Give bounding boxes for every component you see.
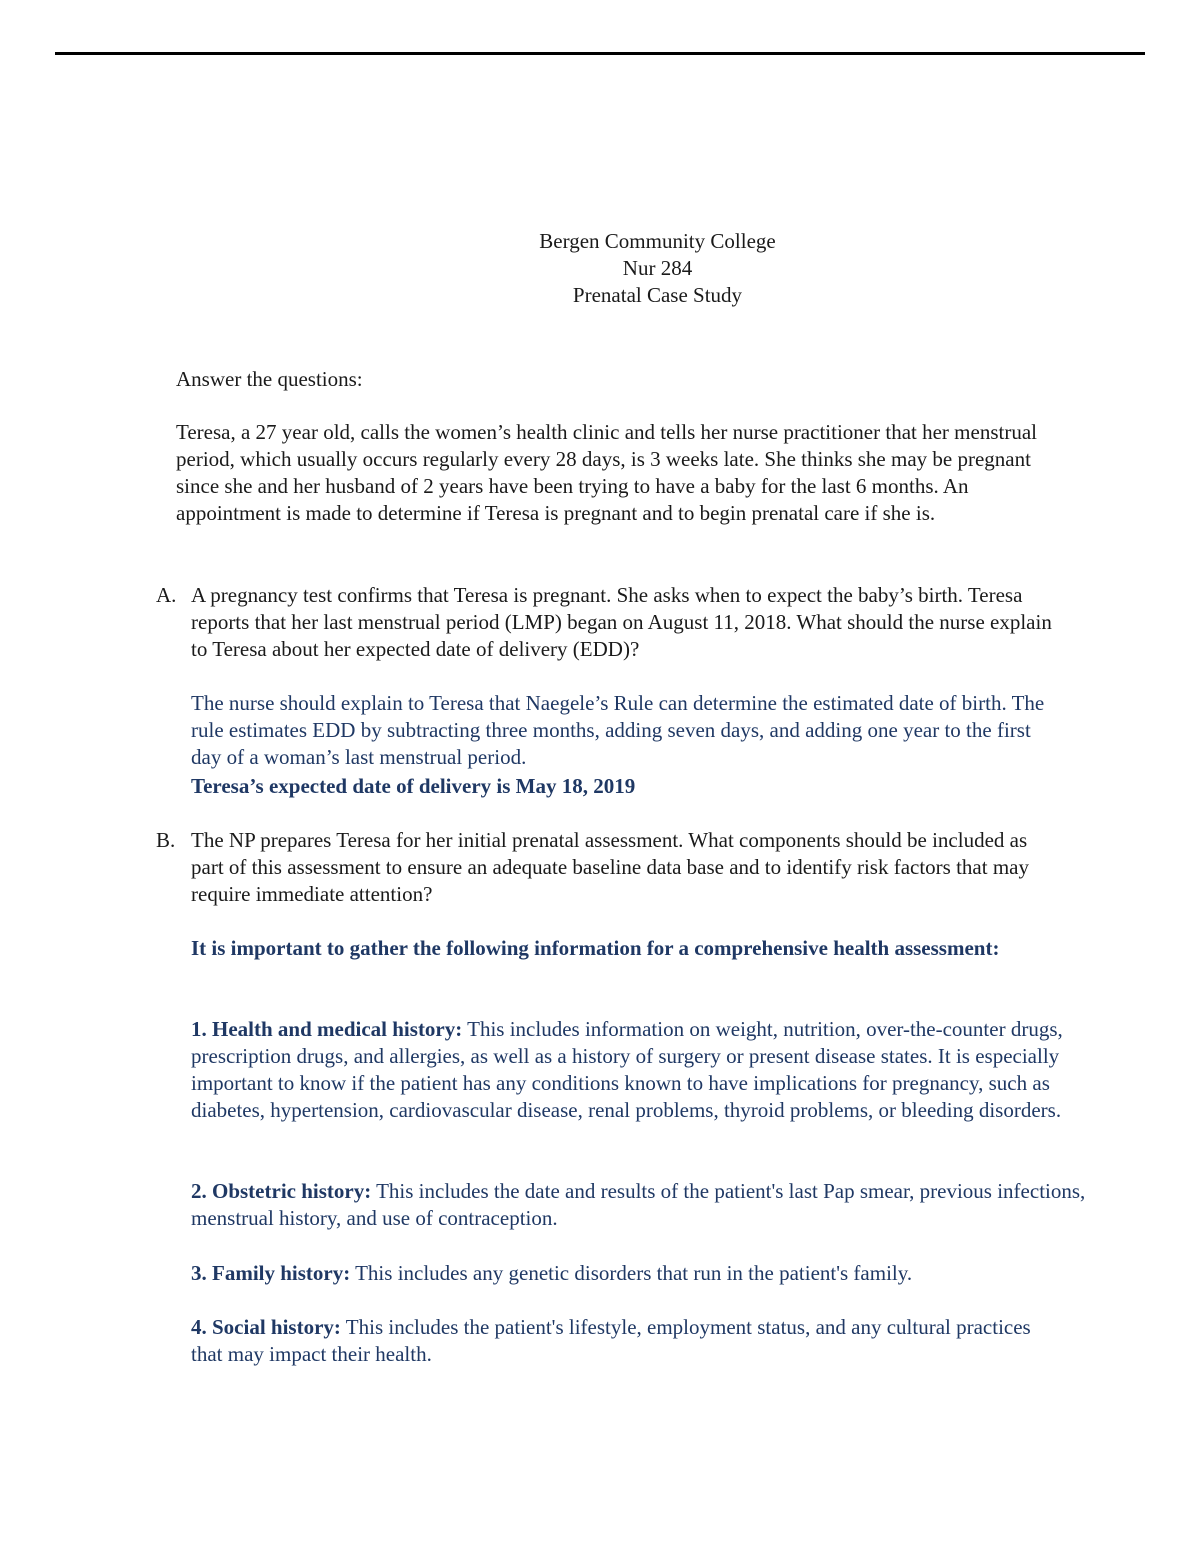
history-item-lead: 4. Social history: <box>191 1315 341 1339</box>
history-item-social <box>191 1314 1061 1368</box>
question-b-answer-intro: It is important to gather the following information for a comprehensive health assessment: <box>191 936 1000 960</box>
question-b-text: The NP prepares Teresa for her initial prenatal assessment. What components should be included as part of this assessment to ensure an adequate baseline data base and to identify risk factors that may require immediate attention? <box>191 828 1029 906</box>
history-item-body: This includes the patient's lifestyle, employment status, and any cultural practices that may impact their health. <box>191 1315 1031 1366</box>
history-item-body: This includes the date and results of the patient's last Pap smear, previous infections, menstrual history, and use of contraception. <box>191 1179 1086 1230</box>
question-a-edd-result: Teresa’s expected date of delivery is May 18, 2019 <box>191 774 636 798</box>
history-item-obstetric <box>191 1178 1101 1232</box>
instruction-text: Answer the questions: <box>176 367 363 391</box>
document-title: Prenatal Case Study <box>572 283 743 307</box>
history-item-family <box>191 1260 1096 1287</box>
course-code: Nur 284 <box>622 256 693 280</box>
document-header <box>0 228 1200 309</box>
question-a-answer: The nurse should explain to Teresa that Naegele’s Rule can determine the estimated date of birth. The rule estimates EDD by subtracting three months, adding seven days, and adding one year to the first day of a woman’s last menstrual period. <box>191 691 1045 769</box>
history-item-lead: 1. Health and medical history: <box>191 1017 463 1041</box>
top-rule <box>55 52 1145 55</box>
question-b-letter: B. <box>156 828 176 852</box>
history-item-lead: 2. Obstetric history: <box>191 1179 372 1203</box>
case-scenario: Teresa, a 27 year old, calls the women’s health clinic and tells her nurse practitioner that her menstrual period, which usually occurs regularly every 28 days, is 3 weeks late. She thinks she may be pregnant since she and her husband of 2 years have been trying to have a baby for the last 6 months. An appointment is made to determine if Teresa is pregnant and to begin prenatal care if she is. <box>176 420 1037 525</box>
history-item-body: This includes any genetic disorders that run in the patient's family. <box>350 1261 913 1285</box>
question-a-letter: A. <box>156 583 177 607</box>
history-item-health <box>191 1016 1096 1124</box>
history-item-body: This includes information on weight, nutrition, over-the-counter drugs, prescription drugs, and allergies, as well as a history of surgery or present disease states. It is especially important to know if the patient has any conditions known to have implications for pregnancy, such as diabetes, hypertension, cardiovascular disease, renal problems, thyroid problems, or bleeding disorders. <box>191 1017 1063 1122</box>
institution-name: Bergen Community College <box>539 229 776 253</box>
history-item-lead: 3. Family history: <box>191 1261 351 1285</box>
question-a-text: A pregnancy test confirms that Teresa is pregnant. She asks when to expect the baby’s birth. Teresa reports that her last menstrual period (LMP) began on August 11, 2018. What should the nurse explain to Teresa about her expected date of delivery (EDD)? <box>191 583 1052 661</box>
